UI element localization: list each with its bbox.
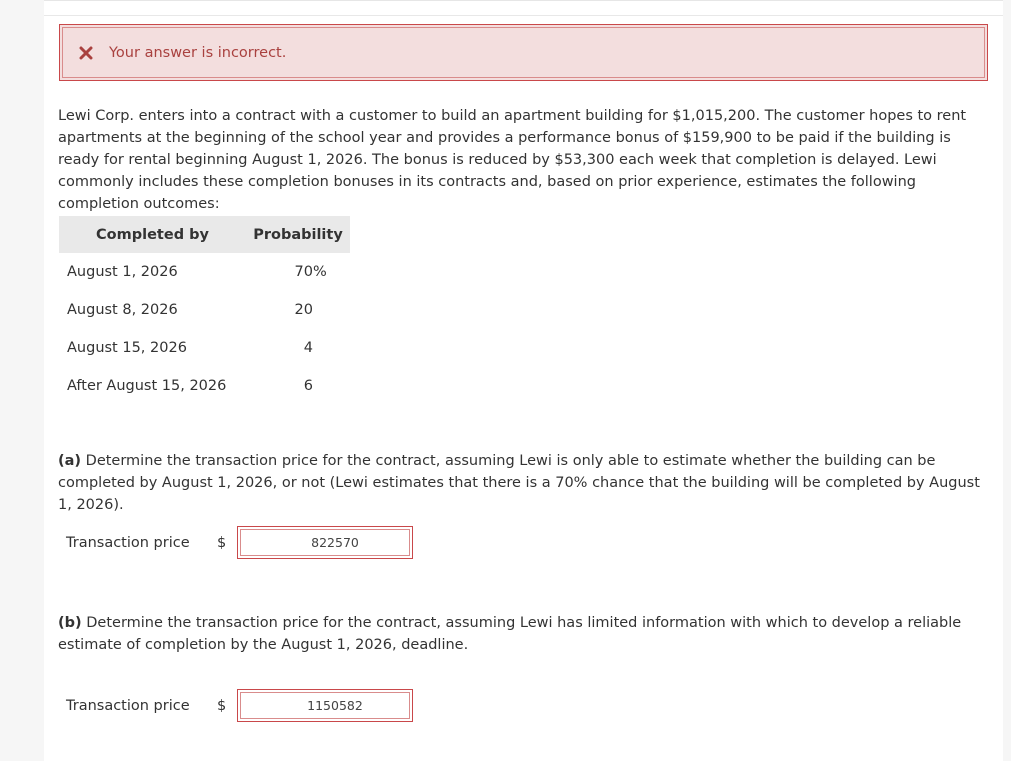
part-a-answer-box (237, 526, 413, 559)
row-probability (246, 329, 350, 367)
row-date: August 15, 2026 (67, 340, 187, 356)
problem-statement: Lewi Corp. enters into a contract with a customer to build an apartment building for $1,015,200. The customer hopes to rent apartments at the beginning of the school year and provides a performance bonus of $159,900 to be paid if the building is ready for rental beginning August 1, 2026. The bonus is reduced by $53,300 each week that completion is delayed. Lewi commonly includes these completion bonuses in its contracts and, based on prior experience, estimates the following completion outcomes: (58, 108, 967, 212)
completion-outcomes-table (59, 216, 350, 405)
part-a-question (58, 450, 988, 516)
probability-value: 70 (294, 264, 313, 280)
question-panel (44, 0, 1003, 761)
close-icon (79, 46, 93, 60)
part-a-label: (a) (58, 453, 82, 469)
table-row (59, 329, 350, 367)
transaction-price-label: Transaction price (66, 534, 190, 551)
part-b-label: (b) (58, 615, 82, 631)
row-date: After August 15, 2026 (67, 378, 227, 394)
part-a-answer-row (66, 526, 413, 559)
part-b-question (58, 612, 988, 656)
probability-value: 20 (294, 302, 313, 318)
part-b-answer-box (237, 689, 413, 722)
feedback-message: Your answer is incorrect. (109, 44, 287, 61)
header-probability: Probability (246, 216, 350, 253)
incorrect-feedback-banner (59, 24, 988, 81)
row-date: August 8, 2026 (67, 302, 178, 318)
row-probability (246, 367, 350, 405)
divider (44, 15, 1003, 16)
part-a-text: Determine the transaction price for the contract, assuming Lewi is only able to estimate whether the building can be completed by August 1, 2026, or not (Lewi estimates that there is a 70% chance that the building will be completed by August 1, 2026). (58, 453, 980, 513)
table-header-row (59, 216, 350, 253)
currency-symbol: $ (217, 534, 227, 551)
table-row (59, 253, 350, 291)
probability-value: 4 (303, 340, 313, 356)
currency-symbol: $ (217, 697, 227, 714)
row-probability (246, 253, 350, 291)
row-date: August 1, 2026 (67, 264, 178, 280)
transaction-price-label: Transaction price (66, 697, 190, 714)
part-b-text: Determine the transaction price for the contract, assuming Lewi has limited information with which to develop a reliable estimate of completion by the August 1, 2026, deadline. (58, 615, 962, 653)
row-probability (246, 291, 350, 329)
probability-value: 6 (303, 378, 313, 394)
percent-unit: % (313, 264, 327, 280)
table-row (59, 367, 350, 405)
part-b-answer-row (66, 689, 413, 722)
part-a-transaction-price-input[interactable] (240, 529, 410, 556)
table-row (59, 291, 350, 329)
header-completed-by: Completed by (59, 216, 246, 253)
part-b-transaction-price-input[interactable] (240, 692, 410, 719)
